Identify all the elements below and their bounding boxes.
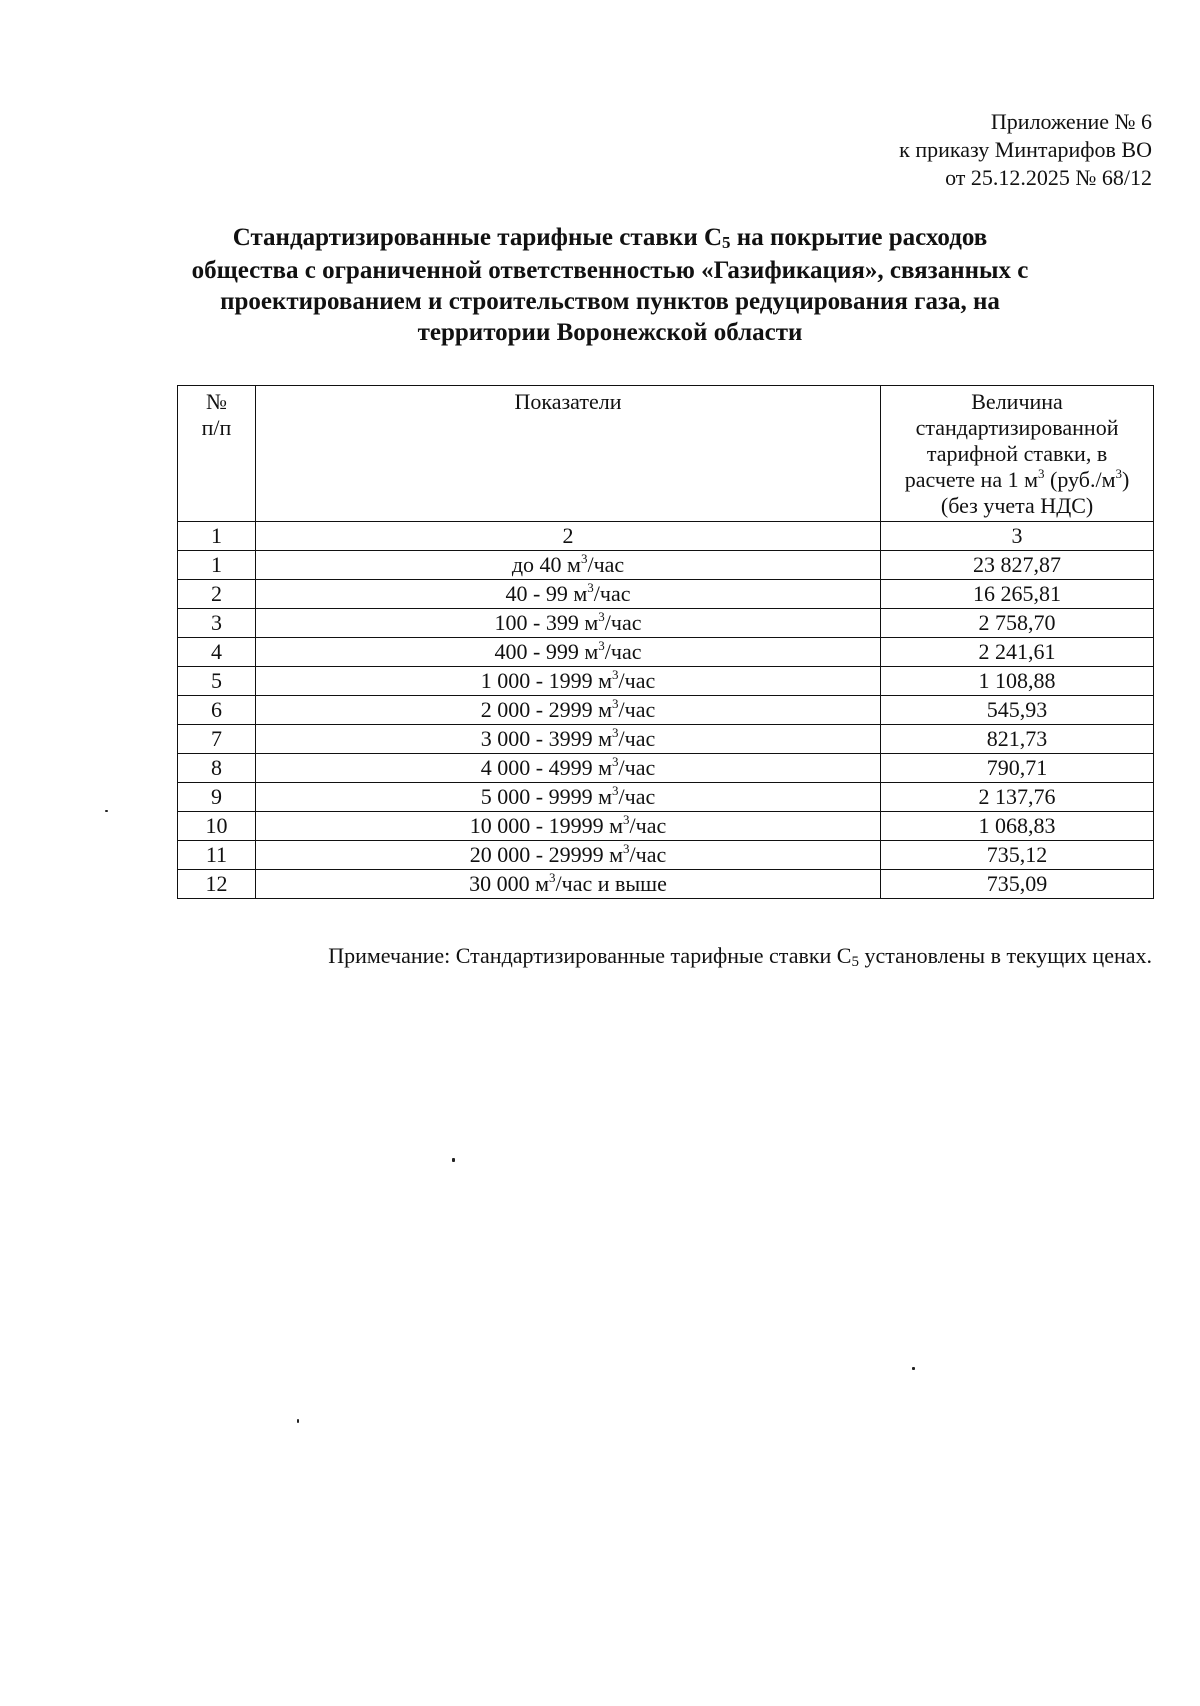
unit-superscript: 3: [587, 579, 594, 595]
appendix-order-date: от 25.12.2025 № 68/12: [945, 165, 1152, 190]
scan-speck: [297, 1419, 299, 1423]
row-indicator: [255, 783, 880, 812]
row-indicator: [255, 696, 880, 725]
unit-superscript: 3: [580, 550, 588, 566]
indicator-unit: /час: [604, 639, 642, 664]
row-rate-value: 821,73: [881, 725, 1154, 754]
indicator-unit: /час: [618, 697, 656, 722]
row-rate-value: 2 758,70: [881, 609, 1154, 638]
header-rate-line-1: Величина: [971, 389, 1063, 414]
unit-superscript: 3: [623, 840, 630, 856]
indicator-unit: /час: [587, 552, 625, 577]
indicator-range: 400 - 999 м: [494, 639, 599, 664]
header-rate-line-4-b: (руб./м: [1044, 467, 1116, 492]
row-number: 12: [178, 870, 256, 899]
row-indicator: [255, 841, 880, 870]
indicator-range: 20 000 - 29999 м: [469, 842, 624, 867]
row-number: 11: [178, 841, 256, 870]
row-indicator: [255, 609, 880, 638]
header-superscript-2: 3: [1115, 465, 1122, 481]
header-rate-line-4-a: расчете на 1 м: [904, 467, 1039, 492]
table-row: [178, 841, 1154, 870]
title-line-1-text: Стандартизированные тарифные ставки С: [232, 224, 723, 251]
row-indicator: [255, 870, 880, 899]
unit-superscript: 3: [598, 637, 605, 653]
unit-superscript: 3: [623, 811, 630, 827]
table-row: [178, 870, 1154, 899]
row-number: 3: [178, 609, 256, 638]
header-rate-line-5: (без учета НДС): [940, 493, 1094, 518]
unit-superscript: 3: [612, 666, 619, 682]
table-row: [178, 812, 1154, 841]
header-superscript-1: 3: [1038, 465, 1045, 481]
table-row: [178, 609, 1154, 638]
table-row: [178, 580, 1154, 609]
title-line-3: проектированием и строительством пунктов редуцирования газа, на: [220, 288, 1000, 315]
scan-speck: [452, 1158, 455, 1162]
row-indicator: [255, 551, 880, 580]
table-row: [178, 667, 1154, 696]
header-number: [178, 386, 256, 522]
row-rate-value: 1 068,83: [881, 812, 1154, 841]
indicator-range: 40 - 99 м: [505, 581, 588, 606]
indicator-unit: /час: [629, 842, 667, 867]
indicator-range: 10 000 - 19999 м: [469, 813, 624, 838]
header-indicators: Показатели: [255, 386, 880, 522]
unit-superscript: 3: [612, 753, 619, 769]
row-number: 6: [178, 696, 256, 725]
indicator-unit: /час: [618, 784, 656, 809]
footnote: [328, 942, 1152, 973]
row-indicator: [255, 754, 880, 783]
numbering-cell: 1: [178, 522, 256, 551]
footnote-text: Примечание: Стандартизированные тарифные ставки С: [328, 943, 852, 968]
title-line-2: общества с ограниченной ответственностью «Газификация», связанных с: [191, 257, 1029, 284]
header-rate-line-3: тарифной ставки, в: [926, 441, 1108, 466]
numbering-cell: 3: [881, 522, 1154, 551]
unit-superscript: 3: [612, 782, 619, 798]
indicator-range: 3 000 - 3999 м: [480, 726, 613, 751]
row-number: 10: [178, 812, 256, 841]
scan-speck: [105, 810, 108, 812]
appendix-number: Приложение № 6: [990, 109, 1152, 134]
table-row: [178, 783, 1154, 812]
footnote-rest: установлены в текущих ценах.: [858, 943, 1152, 968]
header-rate-line-4: [887, 467, 1147, 493]
row-rate-value: 16 265,81: [881, 580, 1154, 609]
row-indicator: [255, 812, 880, 841]
row-rate-value: 1 108,88: [881, 667, 1154, 696]
row-rate-value: 790,71: [881, 754, 1154, 783]
appendix-order-ref: к приказу Минтарифов ВО: [899, 137, 1152, 162]
row-rate-value: 735,09: [881, 870, 1154, 899]
scan-speck: [912, 1367, 915, 1370]
table-row: [178, 725, 1154, 754]
row-number: 4: [178, 638, 256, 667]
row-indicator: [255, 667, 880, 696]
unit-superscript: 3: [612, 724, 619, 740]
indicator-range: 30 000 м: [469, 871, 550, 896]
header-number-abbr: п/п: [201, 415, 232, 440]
indicator-unit: /час: [593, 581, 631, 606]
document-title: [150, 222, 1070, 348]
header-rate-line-2: стандартизированной: [915, 415, 1119, 440]
indicator-range: 100 - 399 м: [494, 610, 599, 635]
table-header-row: [178, 386, 1154, 522]
row-rate-value: 23 827,87: [881, 551, 1154, 580]
row-rate-value: 2 137,76: [881, 783, 1154, 812]
table-row: [178, 754, 1154, 783]
table-numbering-row: [178, 522, 1154, 551]
title-line-1-rest: на покрытие расходов: [730, 224, 988, 251]
table-row: [178, 696, 1154, 725]
row-indicator: [255, 638, 880, 667]
indicator-unit: /час: [618, 726, 656, 751]
footnote-subscript: 5: [851, 954, 859, 970]
indicator-unit: /час: [618, 755, 656, 780]
indicator-range: 5 000 - 9999 м: [480, 784, 613, 809]
row-number: 5: [178, 667, 256, 696]
numbering-cell: 2: [255, 522, 880, 551]
header-rate-line-4-c: ): [1122, 467, 1130, 492]
title-line-1: [150, 222, 1070, 255]
row-number: 7: [178, 725, 256, 754]
row-number: 1: [178, 551, 256, 580]
table-row: [178, 551, 1154, 580]
indicator-unit: /час: [629, 813, 667, 838]
row-number: 8: [178, 754, 256, 783]
title-line-4: территории Воронежской области: [417, 319, 803, 346]
row-number: 9: [178, 783, 256, 812]
appendix-header: [899, 108, 1152, 192]
row-rate-value: 735,12: [881, 841, 1154, 870]
title-subscript: 5: [722, 233, 731, 252]
indicator-range: до 40 м: [511, 552, 581, 577]
indicator-range: 1 000 - 1999 м: [480, 668, 613, 693]
tariff-table: [177, 385, 1154, 899]
indicator-unit: /час и выше: [555, 871, 667, 896]
unit-superscript: 3: [549, 869, 556, 885]
header-number-symbol: №: [205, 389, 227, 414]
unit-superscript: 3: [612, 695, 619, 711]
indicator-unit: /час: [618, 668, 656, 693]
row-rate-value: 545,93: [881, 696, 1154, 725]
table-row: [178, 638, 1154, 667]
header-rate-value: [881, 386, 1154, 522]
indicator-range: 4 000 - 4999 м: [480, 755, 613, 780]
indicator-range: 2 000 - 2999 м: [480, 697, 613, 722]
row-indicator: [255, 725, 880, 754]
row-number: 2: [178, 580, 256, 609]
unit-superscript: 3: [598, 608, 605, 624]
row-indicator: [255, 580, 880, 609]
row-rate-value: 2 241,61: [881, 638, 1154, 667]
indicator-unit: /час: [604, 610, 642, 635]
